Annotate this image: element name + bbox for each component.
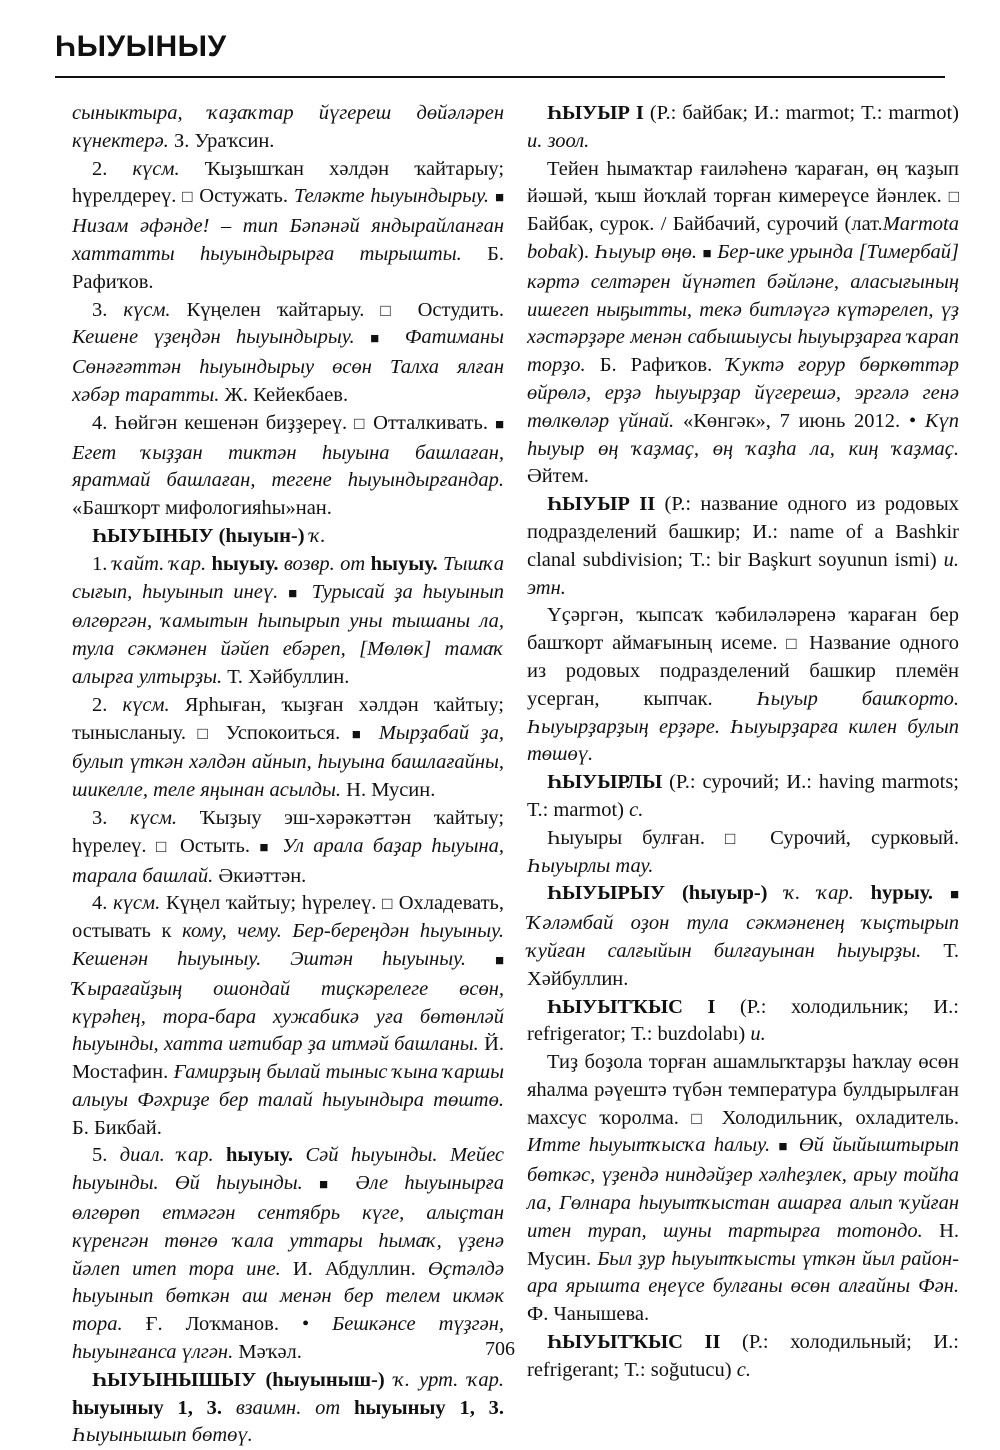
- square-marker: □: [354, 413, 367, 433]
- sense-5: [72, 1142, 504, 1366]
- sense-3: [72, 805, 504, 890]
- black-square-marker: ■: [370, 331, 390, 348]
- label: күсм.: [132, 157, 180, 180]
- translation: Остудить.: [417, 298, 505, 321]
- square-marker: □: [197, 723, 215, 743]
- sense-number: 1.: [92, 552, 108, 575]
- label: возвр. от: [283, 552, 366, 575]
- example: Фатиманы Сөнәғәттән һыуындырыу өсөн Талха ялған хәбәр таратты.: [72, 326, 505, 406]
- definition: Һыуыры булған.: [547, 826, 705, 849]
- headword: ҺЫУЫР I: [547, 102, 644, 124]
- translation: Охладевать, остывать к: [72, 892, 505, 943]
- part-of-speech: ҡ. урт. ҡар.: [394, 1368, 505, 1391]
- black-square-marker: ■: [494, 190, 505, 207]
- black-square-marker: ■: [494, 952, 505, 969]
- definition-paragraph: [527, 1049, 959, 1329]
- running-header: ҺЫУЫНЫУ: [55, 30, 227, 63]
- right-column: [527, 100, 959, 1385]
- latin-name: Marmota bobak: [527, 213, 959, 263]
- stem: (һыуыныш-): [265, 1368, 385, 1391]
- source: Т. Хәйбуллин.: [527, 939, 959, 990]
- definition-paragraph: [527, 156, 959, 492]
- source: «Көнгәк», 7 июнь 2012.: [682, 409, 901, 432]
- example: Мырҙабай ҙа, булып үткән хәлдән айнып, һыуына башлағайны, шикелле, теле яңынан асылды.: [72, 721, 505, 802]
- part-of-speech: с.: [629, 798, 644, 821]
- source: Н. Мусин.: [527, 1219, 959, 1270]
- source: Ж. Кейекбаев.: [224, 383, 349, 406]
- sense-1: [72, 551, 504, 692]
- source: З. Ураҡсин.: [173, 129, 275, 152]
- equivalents: (Р.: байбак; И.: marmot; Т.: marmot): [649, 102, 959, 124]
- header-rule: [55, 76, 945, 78]
- example: Кешене үҙеңдән һыуындырыу.: [72, 326, 355, 349]
- black-square-marker: ■: [702, 245, 712, 262]
- square-marker: □: [382, 894, 393, 914]
- headword: ҺЫУЫРЫУ: [547, 882, 666, 905]
- sense-number: 4.: [92, 892, 108, 915]
- square-marker: □: [380, 300, 402, 320]
- definition-paragraph: [527, 825, 959, 881]
- example: Ул арала баҙар һыуына, тарала башлай.: [72, 834, 505, 887]
- part-of-speech: и. этн.: [527, 548, 959, 599]
- cross-reference: һыуыу.: [211, 552, 279, 575]
- source: Б. Бикбай.: [72, 1116, 162, 1139]
- source: Н. Мусин.: [346, 779, 436, 802]
- headword: ҺЫУЫТҠЫС I: [547, 995, 716, 1018]
- translation: Остужать.: [199, 185, 289, 208]
- translation: Сурочий, сурковый.: [770, 826, 959, 849]
- black-square-marker: ■: [949, 887, 960, 904]
- source: Ғ. Лоҡманов.: [145, 1313, 279, 1336]
- sense-4: [72, 890, 504, 1142]
- headword: ҺЫУЫР II: [547, 493, 656, 516]
- example: сыныктыра, ҡаҙаҡтар йүгереш дөйәләрен күнектерә.: [72, 102, 504, 152]
- source: И. Абдуллин.: [292, 1257, 416, 1280]
- entry: [527, 994, 959, 1050]
- sense-number: 2.: [92, 693, 108, 716]
- cross-reference: һыуыу.: [226, 1144, 294, 1167]
- example: Итте һыуытҡысҡа һалыу.: [527, 1134, 771, 1157]
- proverb: Бешкәнсе түҙгән, һыуынғанса үлгән.: [72, 1313, 505, 1364]
- sense-number: 4.: [92, 411, 108, 434]
- definition: Үҫәргән, ҡыпсаҡ ҡәбиләләренә ҡараған бер башҡорт аймағының исеме.: [527, 604, 959, 655]
- example: Бер-ике урында [Тимербай] кәртә селтәрен йүнәтеп бәйләне, аласығының ишегеп ныҕытты, текә битләүгә күтәрелеп, үҙ хәстәрҙәре менән сабышыусы һыуырҙарға ҡарап торҙо.: [527, 240, 959, 377]
- stem: (һыуыр-): [681, 882, 768, 905]
- cross-reference: һыуыу.: [370, 552, 438, 575]
- square-marker: □: [948, 187, 959, 207]
- cross-reference: һыуыныу 1, 3.: [353, 1396, 504, 1419]
- sense-number: 5.: [92, 1144, 108, 1167]
- example: Теләкте һыуындырыу.: [293, 185, 490, 208]
- sense-number: 2.: [92, 157, 108, 180]
- black-square-marker: ■: [319, 1177, 340, 1194]
- example: Тышҡа сығып, һыуынып инеү.: [72, 552, 505, 603]
- sense-number: 3.: [92, 298, 108, 321]
- black-square-marker: ■: [351, 726, 368, 743]
- example: Ҡырағайҙың ошондай тиҫкәрелеге өсөн, күрәһең, тора-бара хужабикә уға бөтөнләй һыуынды, хатта иғтибар ҙа итмәй башланы.: [72, 977, 504, 1056]
- entry: [527, 491, 959, 602]
- source: «Башҡорт мифологияһы»нан.: [72, 497, 332, 520]
- square-marker: □: [786, 634, 801, 654]
- bullet-marker: •: [908, 409, 917, 432]
- definition: Ҡыҙышҡан хәлдән ҡайтарыу; һүрелдереү.: [72, 157, 505, 208]
- example: Һыуыр башҡорто. Һыуырҙарҙың ерҙәре. Һыуырҙарға килен булып төшөү.: [527, 687, 960, 766]
- translation: Успокоиться.: [225, 721, 341, 744]
- part-of-speech: ҡ.: [309, 524, 326, 547]
- definition: Күңел ҡайтыу; һүрелеү.: [165, 892, 377, 915]
- equivalents: (Р.: холодильник; И.: refrigerator; Т.: buzdolabı): [527, 995, 960, 1046]
- equivalents: (Р.: холодильный; И.: refrigerant; Т.: soğutucu): [527, 1331, 959, 1381]
- source: Б. Рафиҡов.: [599, 354, 713, 377]
- example: Турысай ҙа һыуынып өлгөргән, ҡамытын һыпырып уны тышаны ла, тула сәкмәнен йәйеп ебәреп, [Мөлөк] тамаҡ алырға ултырҙы.: [72, 580, 505, 688]
- translation-note: кому, чему.: [182, 920, 282, 943]
- headword: ҺЫУЫНЫШЫУ: [92, 1368, 257, 1391]
- entry: [72, 1367, 504, 1450]
- entry: [527, 100, 959, 156]
- translation-end: ).: [577, 240, 590, 263]
- proverb: Күп һыуыр өң ҡаҙмаҫ, өң ҡаҙһа ла, киң ҡаҙмаҫ.: [527, 409, 960, 460]
- part-of-speech: и. зоол.: [527, 129, 590, 152]
- source: Й. Мостафин.: [72, 1033, 505, 1084]
- translation: Название одного из родовых подразделений башкир племён усерган, кыпчак.: [527, 632, 959, 710]
- black-square-marker: ■: [259, 839, 273, 856]
- source: Әкиәттән.: [218, 864, 307, 887]
- equivalents: (Р.: название одного из родовых подразделений башкир; И.: name of a Bashkir clanal subdivision; Т.: bir Başkurt soyunun ismi): [527, 493, 959, 571]
- source: Т. Хәйбуллин.: [227, 665, 350, 688]
- source: Мәҡәл.: [238, 1341, 302, 1364]
- definition: Тейен һымаҡтар ғаиләһенә ҡараған, өң ҡаҙып йәшәй, ҡыш йоҡлай торған кимереүсе йәнлек.: [527, 157, 959, 208]
- example: Егет ҡыҙҙан тиктән һыуына башлаған, яратмай башлаған, тегене һыуындырғандар.: [72, 441, 504, 492]
- cross-reference: һурыу.: [870, 882, 934, 905]
- sense-3: [72, 297, 504, 410]
- definition: Күңелен ҡайтарыу.: [186, 298, 365, 321]
- source: Әйтем.: [527, 465, 589, 488]
- sense-number: 3.: [92, 806, 108, 829]
- example: Был ҙур һыуытҡысты үткән йыл район-ара ярышта еңеүсе булғаны өсөн алғайны Фән.: [527, 1247, 960, 1298]
- example: Ҡәләмбай оҙон тула сәкмәненең ҡыҫтырып ҡуйған салғыйын билғауынан һыуырҙы.: [527, 912, 959, 962]
- example: Низам әфәнде! – тип Бәпәнәй яндырайланған хаттатты һыуындырырға тырышты.: [72, 215, 504, 265]
- example: Ғамирҙың былай тыныс ҡына ҡаршы алыуы Фәхриҙе бер талай һыуындыра төштө.: [72, 1061, 504, 1111]
- label: күсм.: [123, 298, 171, 321]
- entry-continuation: [72, 100, 504, 156]
- equivalents: (Р.: сурочий; И.: having marmots; Т.: marmot): [527, 771, 959, 821]
- example: Бер-береңдән һыуыныу. Кешенән һыуыныу. Эштән һыуыныу.: [72, 920, 505, 970]
- square-marker: □: [725, 828, 751, 848]
- definition-paragraph: [527, 602, 959, 769]
- example: Ҡуктә ғорур бөркөттәр өйрөлә, ерҙә һыуырҙар йүгерешә, эргәлә генә төлкөләр үйнай.: [527, 354, 959, 432]
- square-marker: □: [182, 187, 194, 207]
- translation: Остыть.: [179, 834, 251, 857]
- example: Сәй һыуынды. Мейес һыуынды. Өй һыуынды.: [72, 1144, 505, 1195]
- source: Ф. Чанышева.: [527, 1303, 650, 1326]
- black-square-marker: ■: [778, 1139, 791, 1156]
- definition: Ҡыҙыу эш-хәрәкәттән ҡайтыу; һүрелеү.: [72, 806, 505, 857]
- black-square-marker: ■: [288, 585, 302, 602]
- label: күсм.: [129, 806, 178, 829]
- part-of-speech: ҡ. ҡар.: [784, 882, 854, 905]
- example: Өй йыйыштырып бөткәс, үҙендә ниндәйҙер хәлһеҙлек, арыу тойһа ла, Гөлнара һыуытҡыстан ашарға алып ҡуйған итен турап, шуны тартырға тотондо.: [527, 1134, 960, 1242]
- sense-2: [72, 156, 504, 297]
- example: Өҫтәлдә һыуынып бөткән аш менән бер телем икмәк тора.: [72, 1257, 505, 1336]
- black-square-marker: ■: [494, 416, 505, 433]
- left-column: [72, 100, 504, 1450]
- example: Һыуынышып бөтөү.: [72, 1424, 253, 1447]
- entry-headword-line: [72, 523, 504, 551]
- entry: [527, 880, 959, 993]
- translation: Холодильник, охладитель.: [721, 1106, 960, 1129]
- definition: Тиҙ боҙола торған ашамлыҡтарҙы һаҡлау өсөн яһалма рәүештә түбән температура булдырылған махсус ҡоролма.: [527, 1051, 959, 1129]
- label: күсм.: [113, 892, 161, 915]
- definition: Һөйгән кешенән биҙҙереү.: [114, 411, 348, 434]
- bullet-marker: •: [301, 1313, 310, 1336]
- entry: [527, 769, 959, 825]
- headword: ҺЫУЫРЛЫ: [547, 771, 663, 794]
- example: Һыуырлы тау.: [527, 854, 654, 877]
- square-marker: □: [155, 836, 171, 856]
- stem: (һыуын-): [218, 524, 305, 547]
- part-of-speech: и.: [750, 1023, 766, 1046]
- label: диал. ҡар.: [119, 1144, 214, 1167]
- label: ҡайт. ҡар.: [112, 552, 207, 575]
- definition: Ярһыған, ҡыҙған хәлдән ҡайтыу; тынысланыу.: [72, 693, 505, 744]
- square-marker: □: [691, 1108, 710, 1128]
- source: Б. Рафиҡов.: [72, 242, 504, 293]
- headword: ҺЫУЫТҠЫС II: [547, 1331, 721, 1354]
- example: Һыуыр өңө.: [594, 240, 697, 263]
- translation: Байбак, сурок. / Байбачий, сурочий (лат.: [527, 213, 883, 236]
- label: күсм.: [122, 693, 170, 716]
- label: взаимн. от: [235, 1396, 341, 1419]
- part-of-speech: с.: [736, 1358, 751, 1381]
- cross-reference: һыуыныу 1, 3.: [72, 1396, 223, 1419]
- page-number: 706: [485, 1338, 515, 1360]
- translation: Отталкивать.: [373, 411, 488, 434]
- example: Әле һыуынырға өлгөрөп етмәгән сентябрь күге, алыҫтан күренгән төнгө ҡала уттары һымаҡ, үҙенә йәлеп итеп тора ине.: [72, 1172, 505, 1280]
- sense-2: [72, 692, 504, 805]
- sense-4: [72, 410, 504, 523]
- headword: ҺЫУЫНЫУ: [92, 524, 214, 547]
